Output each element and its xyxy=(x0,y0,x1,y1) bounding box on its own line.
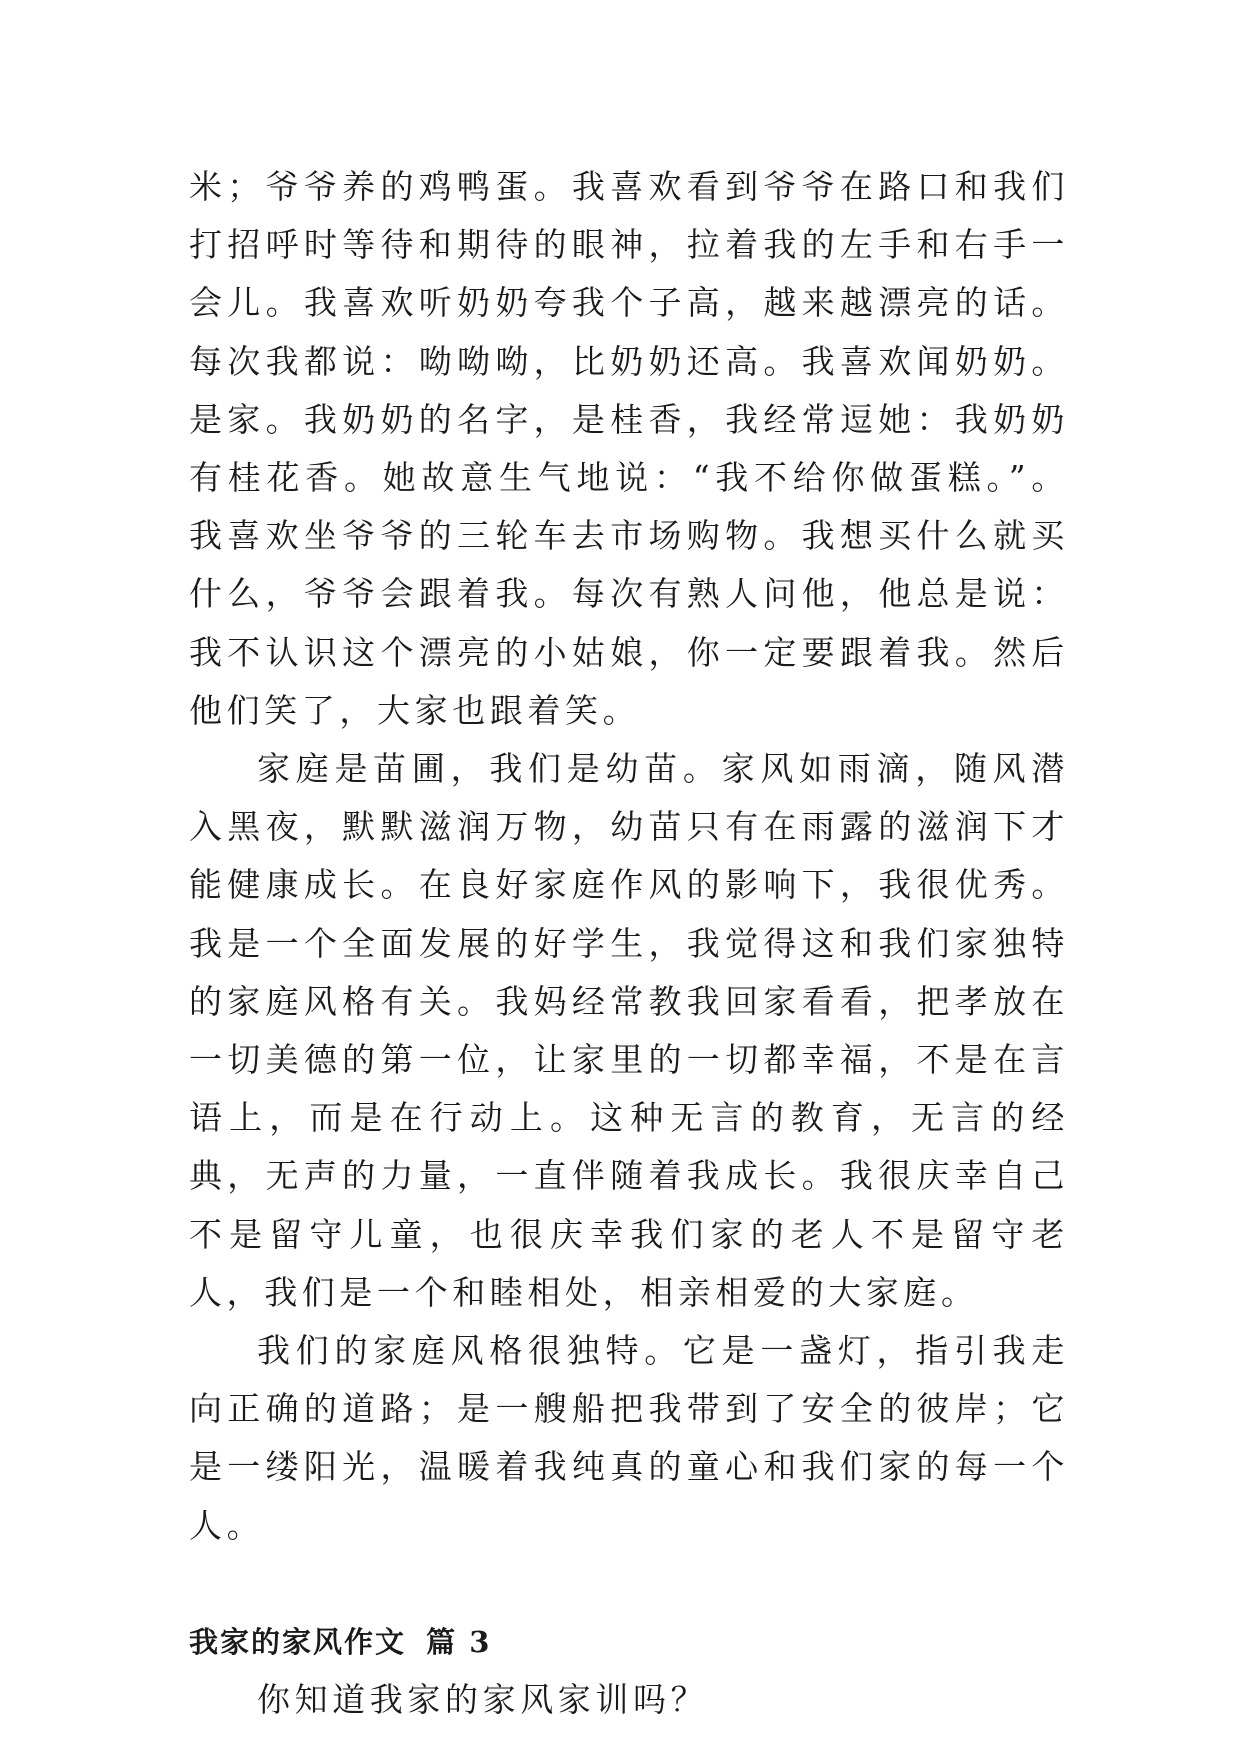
document-body xyxy=(189,158,1069,1729)
section-heading-number: 篇 3 xyxy=(426,1624,492,1659)
paragraph-2: 家庭是苗圃，我们是幼苗。家风如雨滴，随风潜入黑夜，默默滋润万物，幼苗只有在雨露的滋润下才能健康成长。在良好家庭作风的影响下，我很优秀。我是一个全面发展的好学生，我觉得这和我们家独特的家庭风格有关。我妈经常教我回家看看，把孝放在一切美德的第一位，让家里的一切都幸福，不是在言语上，而是在行动上。这种无言的教育，无言的经典，无声的力量，一直伴随着我成长。我很庆幸自己不是留守儿童，也很庆幸我们家的老人不是留守老人，我们是一个和睦相处，相亲相爱的大家庭。 xyxy=(189,749,1069,1312)
paragraph-4: 你知道我家的家风家训吗？ xyxy=(257,1679,709,1719)
paragraph-1: 米；爷爷养的鸡鸭蛋。我喜欢看到爷爷在路口和我们打招呼时等待和期待的眼神，拉着我的左手和右手一会儿。我喜欢听奶奶夸我个子高，越来越漂亮的话。每次我都说：呦呦呦，比奶奶还高。我喜欢闻奶奶。是家。我奶奶的名字，是桂香，我经常逗她：我奶奶有桂花香。她故意生气地说：“我不给你做蛋糕。”。我喜欢坐爷爷的三轮车去市场购物。我想买什么就买什么，爷爷会跟着我。每次有熟人问他，他总是说：我不认识这个漂亮的小姑娘，你一定要跟着我。然后他们笑了，大家也跟着笑。 xyxy=(189,167,1069,730)
section-heading-title: 我家的家风作文 xyxy=(189,1624,407,1659)
section-heading xyxy=(189,1613,1069,1671)
paragraph-3: 我们的家庭风格很独特。它是一盏灯，指引我走向正确的道路；是一艘船把我带到了安全的彼岸；它是一缕阳光，温暖着我纯真的童心和我们家的每一个人。 xyxy=(189,1331,1069,1545)
